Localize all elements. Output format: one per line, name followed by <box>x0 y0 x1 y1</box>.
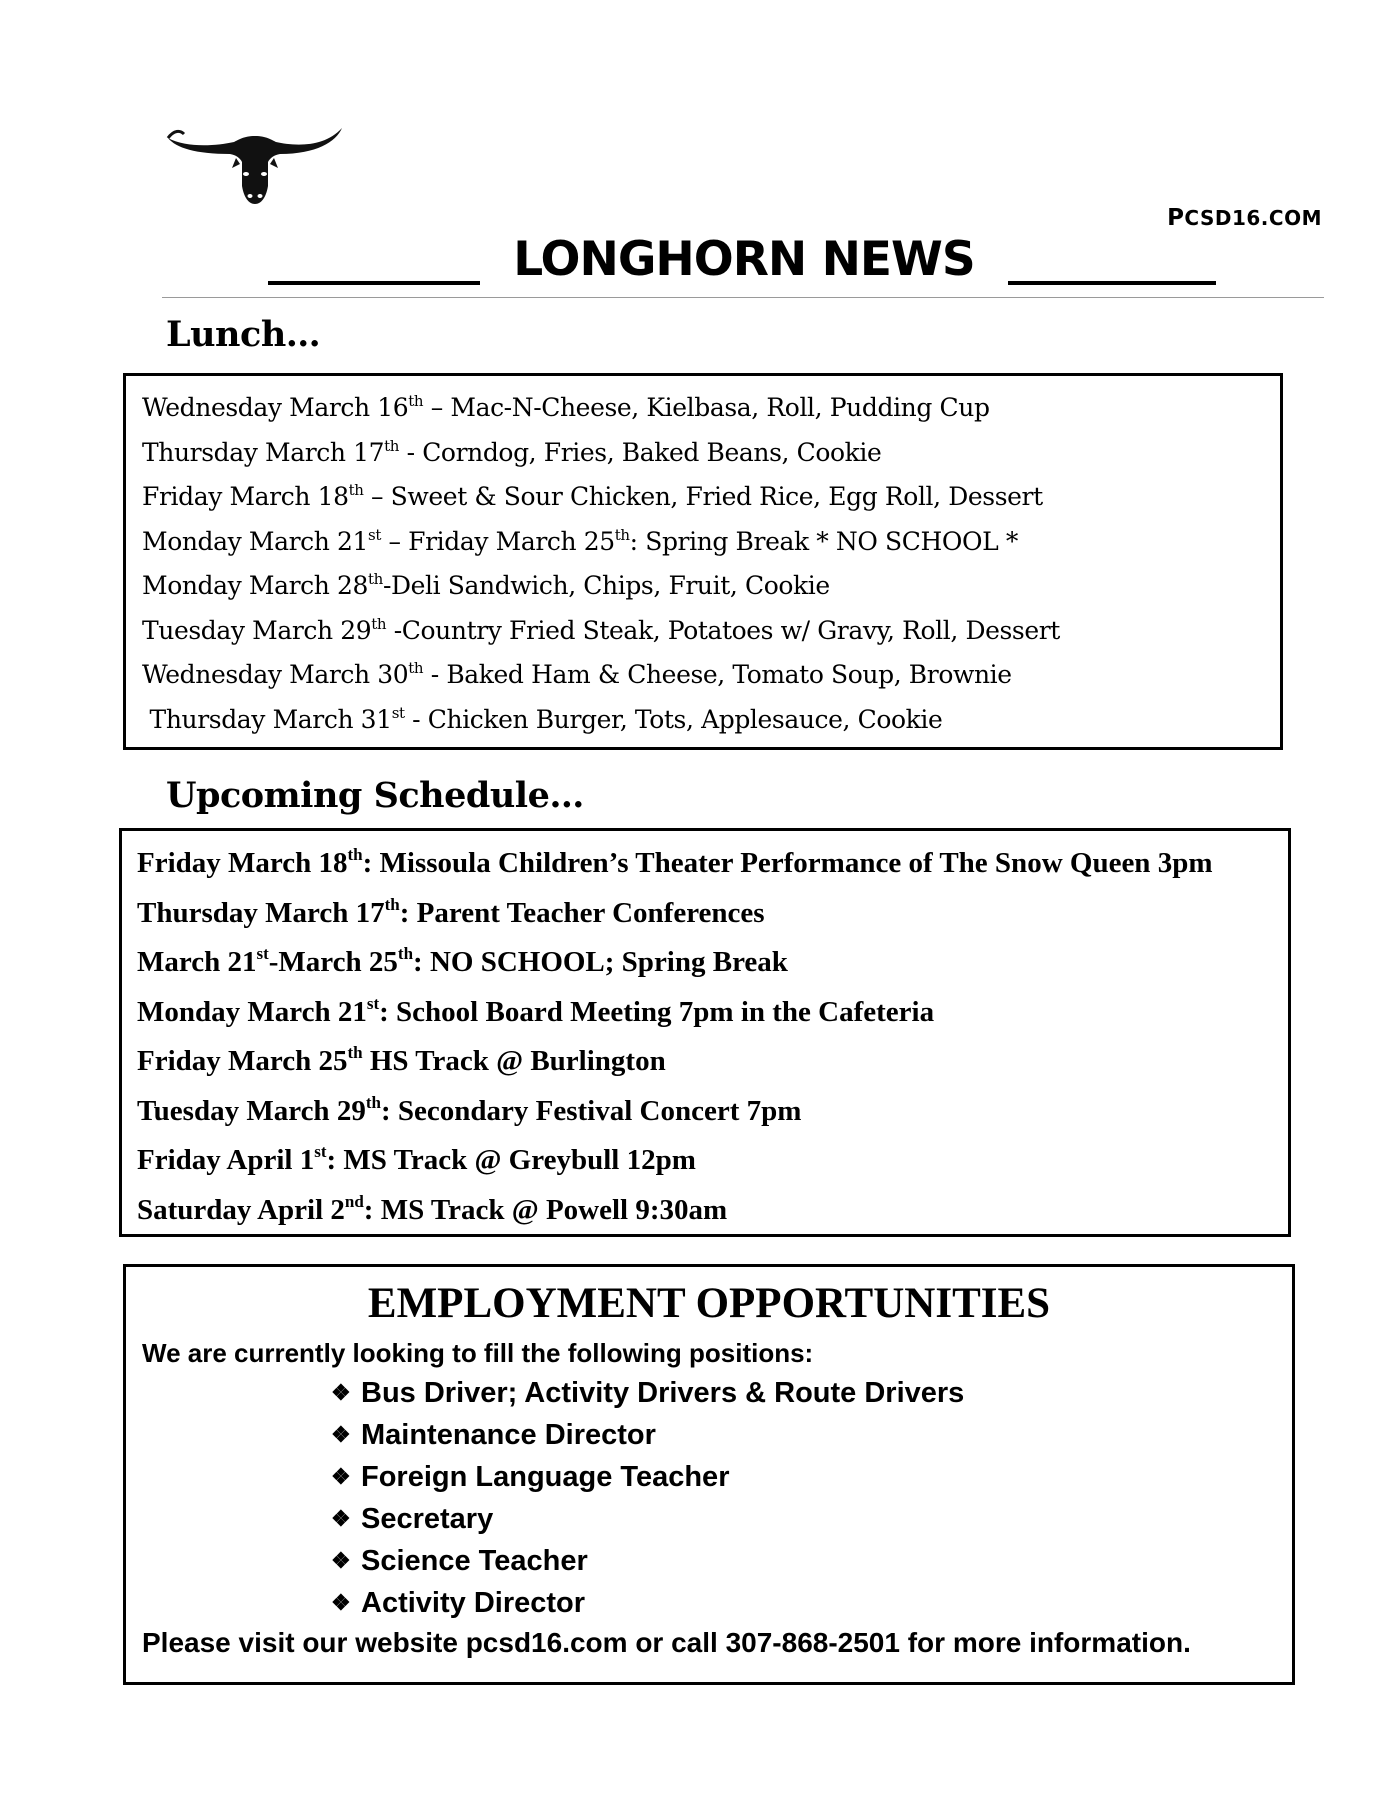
diamond-bullet-icon: ❖ <box>331 1548 351 1573</box>
lunch-menu-box <box>123 373 1283 750</box>
lunch-item: Monday March 21st – Friday March 25th: Spring Break * NO SCHOOL * <box>142 525 1018 556</box>
position-item: ❖ Bus Driver; Activity Drivers & Route Drivers <box>331 1372 964 1414</box>
title-underline-left <box>268 281 480 285</box>
lunch-item: Monday March 28th-Deli Sandwich, Chips, Fruit, Cookie <box>142 570 830 600</box>
lunch-item: Wednesday March 16th – Mac-N-Cheese, Kielbasa, Roll, Pudding Cup <box>142 392 990 422</box>
schedule-item: Saturday April 2nd: MS Track @ Powell 9:30am <box>137 1191 728 1226</box>
schedule-item: Friday March 25th HS Track @ Burlington <box>137 1043 666 1077</box>
employment-footer: Please visit our website pcsd16.com or call 307-868-2501 for more information. <box>142 1627 1191 1658</box>
schedule-heading: Upcoming Schedule… <box>166 775 584 816</box>
employment-title: EMPLOYMENT OPPORTUNITIES <box>367 1280 1051 1327</box>
employment-intro: We are currently looking to fill the following positions: <box>142 1338 814 1368</box>
lunch-item: Friday March 18th – Sweet & Sour Chicken, Fried Rice, Egg Roll, Dessert <box>142 481 1043 511</box>
diamond-bullet-icon: ❖ <box>331 1422 351 1447</box>
lunch-item: Thursday March 17th - Corndog, Fries, Baked Beans, Cookie <box>142 436 882 467</box>
position-item: ❖ Activity Director <box>331 1582 964 1624</box>
page-title: LONGHORN NEWS <box>513 232 975 287</box>
employment-box <box>123 1264 1295 1685</box>
position-item: ❖ Maintenance Director <box>331 1414 964 1456</box>
positions-list <box>331 1372 964 1624</box>
schedule-box <box>119 828 1291 1237</box>
schedule-item: Friday March 18th: Missoula Children’s Theater Performance of The Snow Queen 3pm <box>137 845 1213 879</box>
schedule-item: Monday March 21st: School Board Meeting 7pm in the Cafeteria <box>137 993 935 1028</box>
longhorn-steer-icon <box>166 124 344 208</box>
schedule-item: March 21st-March 25th: NO SCHOOL; Spring Break <box>137 944 788 978</box>
newsletter-title <box>268 232 1216 288</box>
header-divider <box>162 297 1324 298</box>
diamond-bullet-icon: ❖ <box>331 1380 351 1405</box>
lunch-item: Thursday March 31st - Chicken Burger, Tots, Applesauce, Cookie <box>142 703 943 734</box>
schedule-item: Thursday March 17th: Parent Teacher Conferences <box>137 894 765 929</box>
schedule-item: Tuesday March 29th: Secondary Festival Concert 7pm <box>137 1092 802 1127</box>
diamond-bullet-icon: ❖ <box>331 1506 351 1531</box>
diamond-bullet-icon: ❖ <box>331 1464 351 1489</box>
position-item: ❖ Secretary <box>331 1498 964 1540</box>
diamond-bullet-icon: ❖ <box>331 1590 351 1615</box>
lunch-heading: Lunch… <box>166 314 321 355</box>
schedule-item: Friday April 1st: MS Track @ Greybull 12pm <box>137 1142 696 1176</box>
position-item: ❖ Foreign Language Teacher <box>331 1456 964 1498</box>
lunch-item: Tuesday March 29th -Country Fried Steak, Potatoes w/ Gravy, Roll, Dessert <box>142 614 1060 645</box>
title-underline-right <box>1008 281 1216 285</box>
website-label[interactable]: PCSD16.COM <box>1167 205 1322 231</box>
position-item: ❖ Science Teacher <box>331 1540 964 1582</box>
lunch-item: Wednesday March 30th - Baked Ham & Cheese, Tomato Soup, Brownie <box>142 659 1012 689</box>
